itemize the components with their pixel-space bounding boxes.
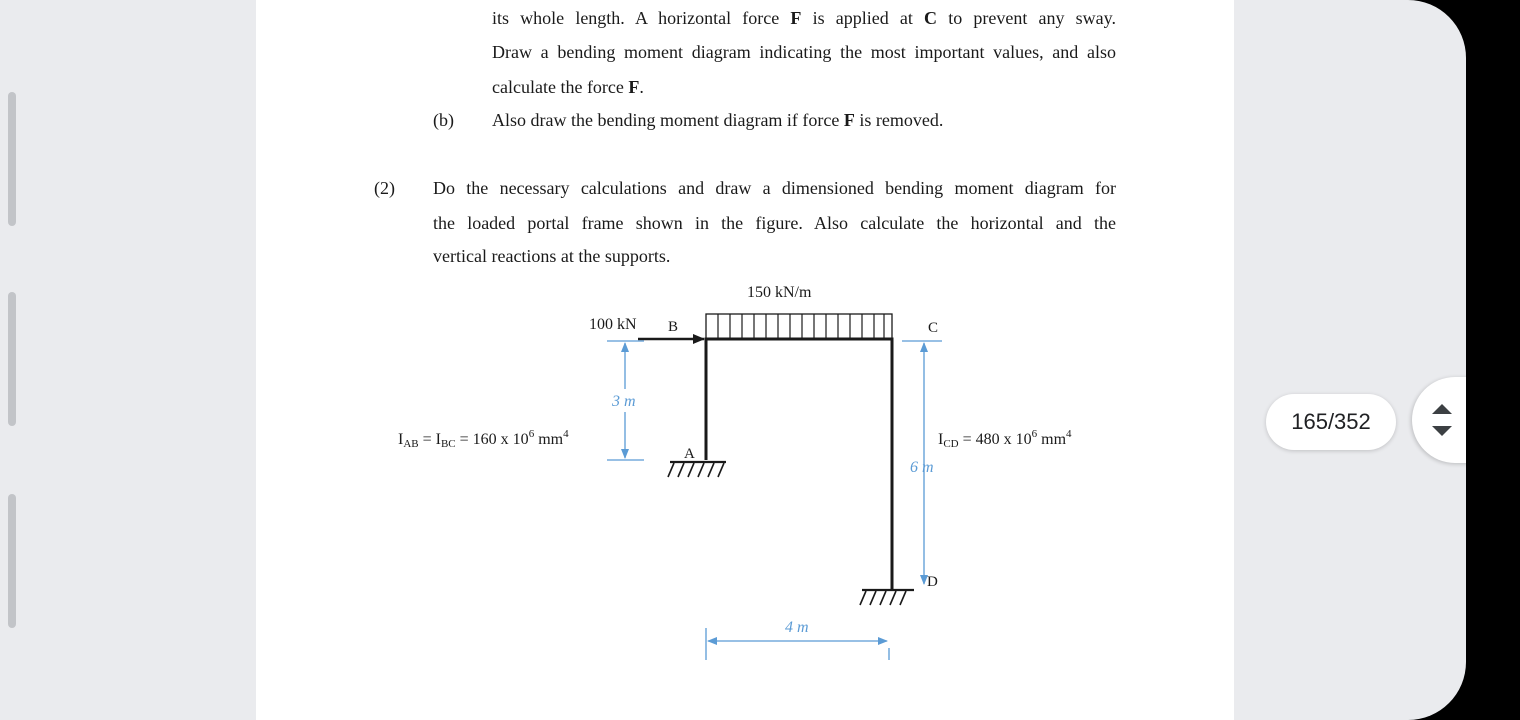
problem2-line1: Do the necessary calculations and draw a dimensioned bending moment diagram for xyxy=(433,178,1116,198)
part-b-text: Also draw the bending moment diagram if force F is removed. xyxy=(492,110,944,130)
fast-scroll-handle[interactable] xyxy=(1412,377,1466,463)
problem1-line2: Draw a bending moment diagram indicating the most important values, and also xyxy=(492,42,1116,62)
node-a-label: A xyxy=(684,446,695,462)
problem1-line3: calculate the force F. xyxy=(492,77,644,97)
dim-cd-label: 6 m xyxy=(910,459,934,476)
inertia-right-label: ICD = 480 x $10^6$ $mm^4$ xyxy=(938,428,1072,450)
problem2-line2: the loaded portal frame shown in the figure. Also calculate the horizontal and the xyxy=(433,213,1116,233)
distributed-load-label: 150 kN/m xyxy=(747,284,812,301)
dim-ab-label: 3 m xyxy=(612,393,636,410)
fixed-support-a xyxy=(668,462,726,477)
fixed-support-d xyxy=(860,590,914,605)
node-c-label: C xyxy=(928,320,939,336)
problem2-number: (2) xyxy=(374,178,395,198)
page-counter: 165/352 xyxy=(1266,394,1396,450)
dim-bc-label: 4 m xyxy=(785,619,809,636)
problem1-line1: its whole length. A horizontal force F is applied at C to prevent any sway. xyxy=(492,8,1116,28)
scroll-arrows-icon xyxy=(1412,377,1466,463)
inertia-left-label: IAB = IBC = 160 x $10^6$ $mm^4$ xyxy=(398,428,569,450)
part-b-label: (b) xyxy=(433,110,454,130)
point-load-label: 100 kN xyxy=(589,316,637,333)
node-b-label: B xyxy=(668,319,679,335)
problem2-line3: vertical reactions at the supports. xyxy=(433,246,671,266)
distributed-load xyxy=(706,314,892,339)
node-d-label: D xyxy=(927,574,938,590)
